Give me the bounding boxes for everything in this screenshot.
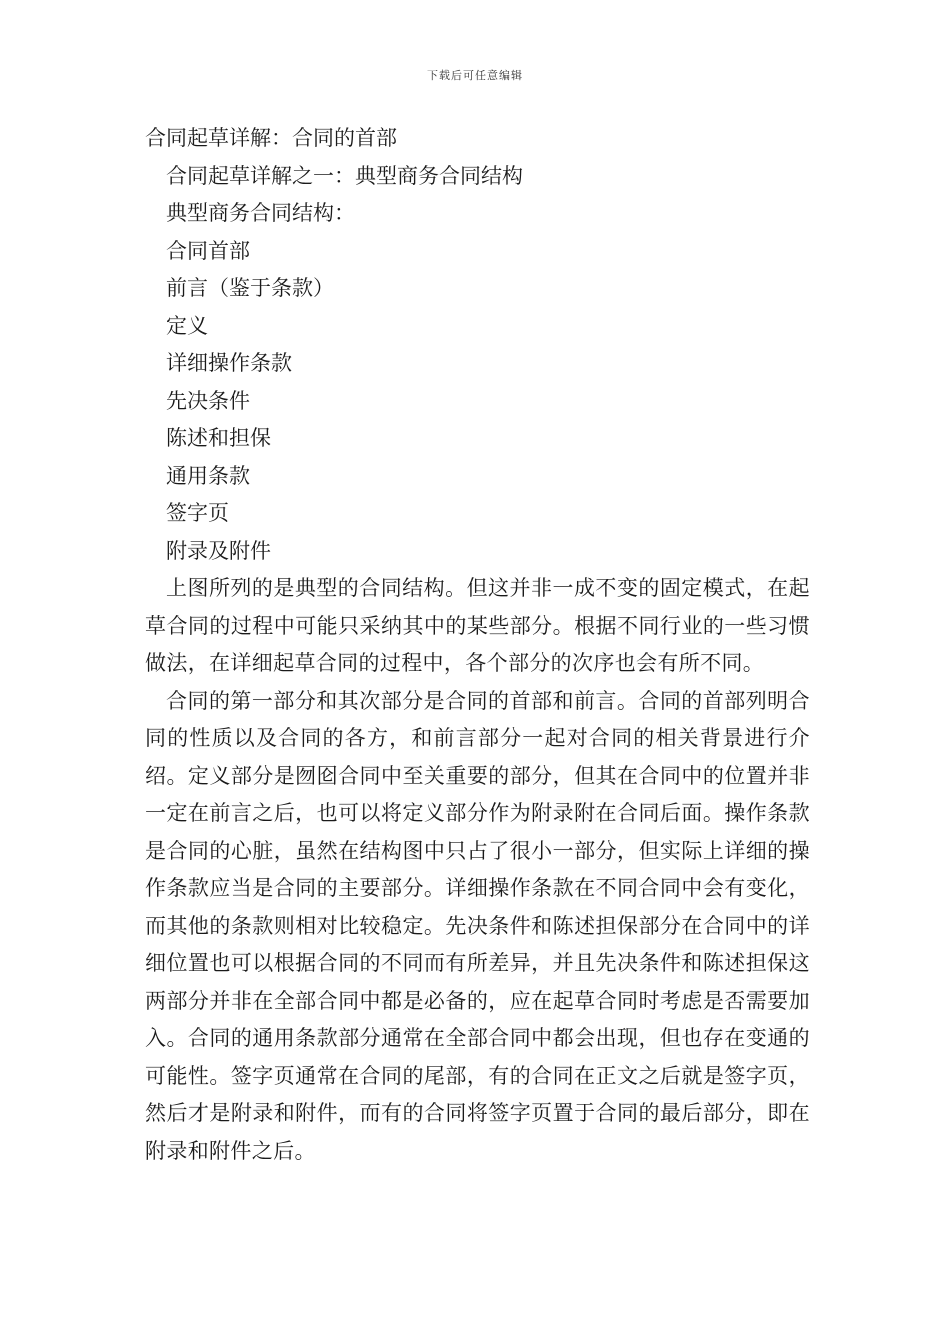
structure-item: 详细操作条款 bbox=[166, 351, 292, 375]
structure-item: 附录及附件 bbox=[166, 538, 271, 563]
structure-item: 先决条件 bbox=[166, 388, 250, 413]
body-paragraph: 合同的第一部分和其次部分是合同的首部和前言。合同的首部列明合同的性质以及合同的各方，和前言部分一起对合同的相关背景进行介绍。定义部分是囫囵合同中至关重要的部分，但其在合同中的位置并非一定在前言之后，也可以将定义部分作为附录附在合同后面。操作条款是合同的心脏，虽然在结构图中只占了很小一部分，但实际上详细的操作条款应当是合同的主要部分。详细操作条款在不同合同中会有变化，而其他的条款则相对比较稳定。先决条件和陈述担保部分在合同中的详细位置也可以根据合同的不同而有所差异，并且先决条件和陈述担保这两部分并非在全部合同中都是必备的，应在起草合同时考虑是否需要加入。合同的通用条款部分通常在全部合同中都会出现，但也存在变通的可能性。签字页通常在合同的尾部，有的合同在正文之后就是签字页，然后才是附录和附件，而有的合同将签字页置于合同的最后部分，即在附录和附件之后。 bbox=[145, 688, 810, 1163]
structure-item: 前言（鉴于条款） bbox=[166, 276, 334, 300]
body-paragraph: 上图所列的是典型的合同结构。但这并非一成不变的固定模式，在起草合同的过程中可能只采纳其中的某些部分。根据不同行业的一些习惯做法，在详细起草合同的过程中，各个部分的次序也会有所不同。 bbox=[145, 576, 810, 675]
document-body bbox=[145, 120, 810, 1170]
page-header-note: 下载后可任意编辑 bbox=[427, 69, 523, 82]
structure-item: 定义 bbox=[166, 313, 208, 338]
structure-item: 通用条款 bbox=[166, 463, 250, 488]
structure-heading: 典型商务合同结构： bbox=[166, 201, 355, 225]
structure-item: 签字页 bbox=[166, 501, 229, 525]
structure-list bbox=[145, 233, 810, 571]
document-title: 合同起草详解：合同的首部 bbox=[145, 126, 397, 150]
section-subtitle: 合同起草详解之一：典型商务合同结构 bbox=[166, 163, 523, 188]
structure-item: 合同首部 bbox=[166, 238, 250, 263]
structure-item: 陈述和担保 bbox=[166, 426, 271, 450]
